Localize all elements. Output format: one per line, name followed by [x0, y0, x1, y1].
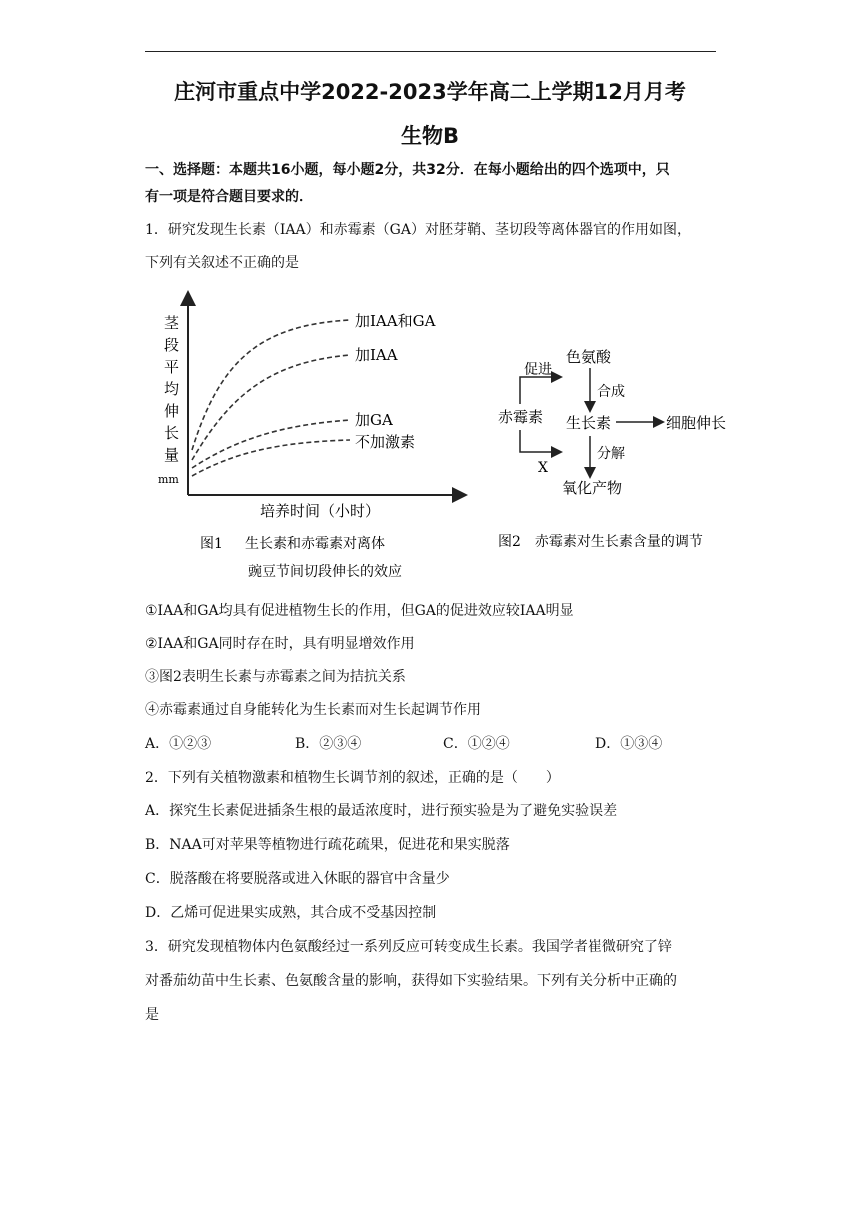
q2-stem: 2．下列有关植物激素和植物生长调节剂的叙述，正确的是（ ） [145, 770, 560, 786]
q1-stem-line1: 1．研究发现生长素（IAA）和赤霉素（GA）对胚芽鞘、茎切段等离体器官的作用如图， [145, 222, 691, 238]
y-axis-label [164, 314, 181, 464]
node-oxidation-product: 氧化产物 [562, 479, 623, 497]
label-synthesis: 合成 [597, 384, 625, 400]
svg-text:平: 平 [164, 358, 180, 376]
q3-stem-line3: 是 [145, 1007, 159, 1023]
exam-title: 庄河市重点中学2022-2023学年高二上学期12月月考 [174, 80, 686, 104]
q1-option-d[interactable]: D．①③④ [595, 736, 663, 752]
section-heading-line1: 一、选择题：本题共16小题，每小题2分，共32分．在每小题给出的四个选项中，只 [145, 162, 670, 178]
svg-text:长: 长 [164, 424, 180, 442]
q2-option-d[interactable]: D．乙烯可促进果实成熟，其合成不受基因控制 [145, 905, 437, 921]
curve-label-iaa-ga: 加IAA和GA [355, 312, 436, 330]
q1-option-c[interactable]: C．①②④ [443, 736, 510, 752]
label-x: X [538, 460, 548, 476]
q1-stem-line2: 下列有关叙述不正确的是 [145, 255, 299, 271]
q2-option-c[interactable]: C．脱落酸在将要脱落或进入休眠的器官中含量少 [145, 871, 450, 887]
curve-iaa [192, 355, 350, 460]
figure1-caption-line2: 豌豆节间切段伸长的效应 [248, 564, 402, 580]
figure1-caption-number: 图1 [200, 536, 223, 552]
label-decomposition: 分解 [597, 446, 625, 462]
q1-statement-3: ③图2表明生长素与赤霉素之间为拮抗关系 [145, 669, 406, 685]
curve-iaa-ga [192, 320, 350, 450]
x-axis-label: 培养时间（小时） [260, 502, 381, 520]
arrow-x [520, 430, 560, 452]
curve-label-none: 不加激素 [355, 433, 416, 451]
svg-text:段: 段 [164, 336, 180, 354]
label-promote: 促进 [524, 362, 552, 378]
figure2-caption: 图2 赤霉素对生长素含量的调节 [498, 534, 703, 550]
q2-option-b[interactable]: B．NAA可对苹果等植物进行疏花疏果，促进花和果实脱落 [145, 837, 510, 853]
q1-statement-1: ①IAA和GA均具有促进植物生长的作用，但GA的促进效应较IAA明显 [145, 603, 574, 619]
node-cell-elongation: 细胞伸长 [666, 414, 727, 432]
svg-text:茎: 茎 [164, 314, 180, 332]
q1-option-a[interactable]: A．①②③ [145, 736, 212, 752]
section-heading-line2: 有一项是符合题目要求的． [145, 189, 313, 205]
figure1-chart [150, 290, 470, 585]
figure2-diagram [490, 340, 750, 555]
svg-text:量: 量 [164, 446, 180, 464]
q2-option-a[interactable]: A．探究生长素促进插条生根的最适浓度时，进行预实验是为了避免实验误差 [145, 803, 618, 819]
q1-statement-2: ②IAA和GA同时存在时，具有明显增效作用 [145, 636, 415, 652]
curve-label-ga: 加GA [355, 411, 393, 429]
exam-subtitle: 生物B [400, 124, 459, 148]
node-tryptophan: 色氨酸 [566, 348, 612, 366]
arrow-promote [520, 377, 560, 404]
svg-text:伸: 伸 [164, 402, 180, 420]
curve-label-iaa: 加IAA [355, 346, 398, 364]
q1-statement-4: ④赤霉素通过自身能转化为生长素而对生长起调节作用 [145, 702, 481, 718]
header-rule [145, 51, 716, 52]
figure1-caption-line1: 生长素和赤霉素对离体 [245, 536, 385, 552]
q3-stem-line2: 对番茄幼苗中生长素、色氨酸含量的影响，获得如下实验结果。下列有关分析中正确的 [145, 973, 677, 989]
q1-option-b[interactable]: B．②③④ [295, 736, 362, 752]
curve-none [192, 440, 350, 476]
node-gibberellin: 赤霉素 [498, 408, 544, 426]
node-auxin: 生长素 [566, 414, 612, 432]
y-unit: mm [158, 473, 179, 486]
q3-stem-line1: 3．研究发现植物体内色氨酸经过一系列反应可转变成生长素。我国学者崔微研究了锌 [145, 939, 672, 955]
curve-ga [192, 420, 350, 468]
svg-text:均: 均 [164, 380, 180, 398]
